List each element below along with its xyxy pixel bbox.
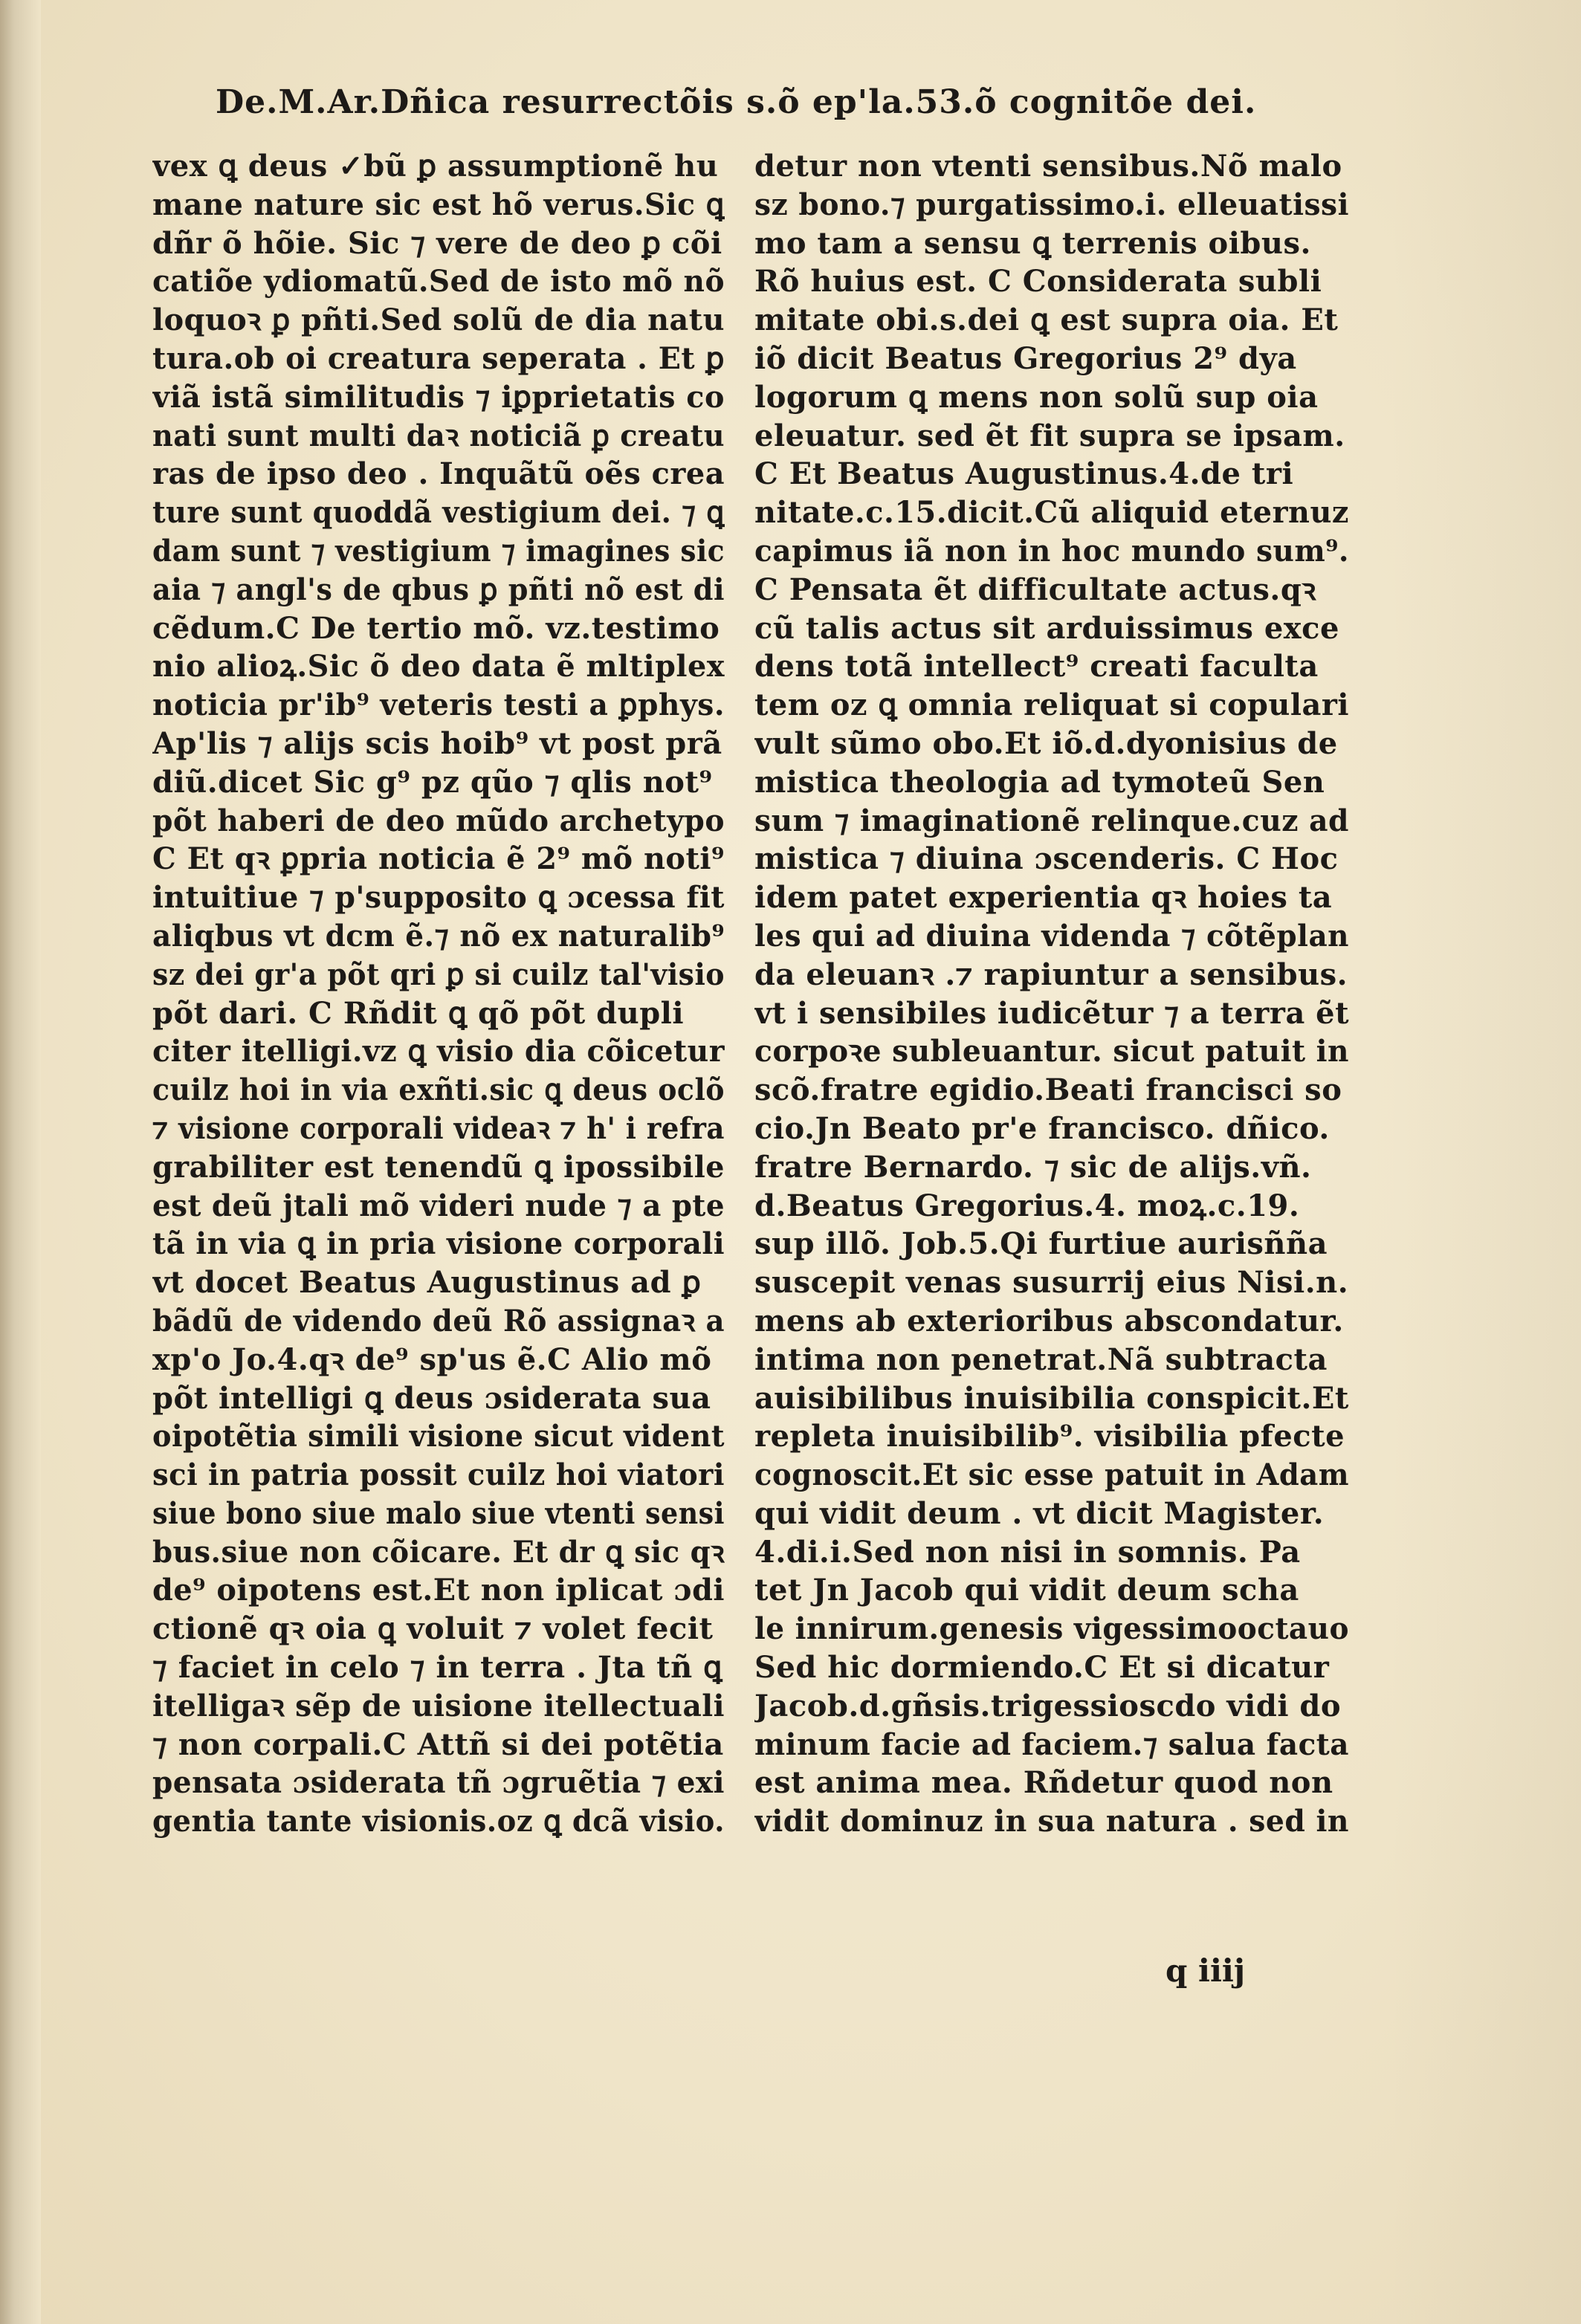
text-line: logorum ꝗ mens non solũ sup oia	[754, 379, 1319, 415]
text-line: sum ⁊ imaginationẽ relinque.cuz ad	[754, 803, 1349, 838]
text-line: repleta inuisibilib⁹. visibilia pfecte	[754, 1419, 1345, 1454]
text-line: d.Beatus Gregorius.4. moꝝ.c.19.	[754, 1188, 1300, 1223]
text-line: pensata ɔsiderata tñ ɔgruẽtia ⁊ exi	[152, 1765, 725, 1801]
text-line: de⁹ oipotens est.Et non iplicat ɔdi	[152, 1573, 725, 1608]
text-line: gentia tante visionis.oz ꝗ dcã visio.	[152, 1804, 725, 1839]
text-line: loquoꝛ ꝑ pñti.Sed solũ de dia natu	[152, 302, 725, 338]
page-gutter-shadow	[0, 0, 41, 2324]
text-line: mo tam a sensu ꝗ terrenis oibus.	[754, 225, 1311, 261]
left-text-column	[152, 147, 725, 1990]
text-line: Jacob.d.gñsis.trigessioscdo vidi do	[754, 1688, 1342, 1723]
text-line: minum facie ad faciem.⁊ salua facta	[754, 1726, 1349, 1762]
text-line: qui vidit deum . vt dicit Magister.	[754, 1495, 1325, 1531]
text-line: aia ⁊ angl's de qbus ꝑ pñti nõ est di	[152, 572, 725, 607]
text-line: cuilz hoi in via exñti.sic ꝗ deus oclõ	[152, 1072, 725, 1108]
text-line: põt intelligi ꝗ deus ɔsiderata sua	[152, 1380, 711, 1416]
text-line: mitate obi.s.dei ꝗ est supra oia. Et	[754, 302, 1339, 338]
text-line: bãdũ de videndo deũ Rõ assignaꝛ a	[152, 1303, 725, 1339]
text-line: iõ dicit Beatus Gregorius 2⁹ dya	[754, 340, 1297, 376]
text-line: catiõe ydiomatũ.Sed de isto mõ nõ	[152, 264, 725, 300]
text-line: noticia pr'ib⁹ veteris testi a ꝑphys.	[152, 687, 725, 723]
text-line: C Et Beatus Augustinus.4.de tri	[754, 456, 1294, 492]
text-line: vult sũmo obo.Et iõ.d.dyonisius de	[754, 725, 1338, 761]
text-line: corpoꝛe subleuantur. sicut patuit in	[754, 1034, 1349, 1069]
text-line: vt docet Beatus Augustinus ad ꝑ	[152, 1265, 702, 1301]
text-line: ⁊ faciet in celo ⁊ in terra . Jta tñ ꝗ	[152, 1650, 723, 1686]
text-line: tã in via ꝗ in pria visione corporali	[152, 1226, 725, 1262]
text-line: dam sunt ⁊ vestigium ⁊ imagines sic	[152, 533, 725, 569]
text-line: oipotẽtia simili visione sicut vident	[152, 1419, 725, 1454]
text-line: tem oz ꝗ omnia reliquat si copulari	[754, 687, 1349, 723]
text-line: fratre Bernardo. ⁊ sic de alijs.vñ.	[754, 1149, 1312, 1185]
running-header: De.M.Ar.Dñica resurrectõis s.õ ep'la.53.õ cognitõe dei.	[216, 83, 1257, 121]
text-line: est anima mea. Rñdetur quod non	[754, 1765, 1333, 1801]
text-line: põt haberi de deo mũdo archetypo	[152, 803, 725, 838]
text-line: xp'o Jo.4.qꝛ de⁹ sp'us ẽ.C Alio mõ	[152, 1341, 712, 1377]
text-line: vex ꝗ deus ✓bũ ꝑ assumptionẽ hu	[152, 149, 719, 184]
text-line: da eleuanꝛ .⁊ rapiuntur a sensibus.	[754, 957, 1348, 992]
text-line: tura.ob oi creatura seperata . Et ꝑ	[152, 340, 725, 376]
text-line: sci in patria possit cuilz hoi viatori	[152, 1457, 725, 1493]
text-line: grabiliter est tenendũ ꝗ ipossibile	[152, 1149, 725, 1185]
text-line: ras de ipso deo . Inquãtũ oẽs crea	[152, 456, 725, 492]
text-line: suscepit venas susurrij eius Nisi.n.	[754, 1265, 1349, 1301]
text-line: mane nature sic est hõ verus.Sic ꝗ	[152, 187, 725, 222]
text-line: eleuatur. sed ẽt fit supra se ipsam.	[754, 418, 1345, 453]
text-line: sup illõ. Job.5.Qi furtiue aurisñña	[754, 1226, 1328, 1262]
text-line: mistica ⁊ diuina ɔscenderis. C Hoc	[754, 841, 1339, 877]
text-line: sz dei gr'a põt qri ꝑ si cuilz tal'visio	[152, 957, 725, 992]
text-line: idem patet experientia qꝛ hoies ta	[754, 880, 1333, 916]
text-line: cio.Jn Beato pr'e francisco. dñico.	[754, 1110, 1330, 1146]
text-line: cognoscit.Et sic esse patuit in Adam	[754, 1457, 1349, 1493]
text-line: aliqbus vt dcm ẽ.⁊ nõ ex naturalib⁹	[152, 918, 725, 954]
text-line: siue bono siue malo siue vtenti sensi	[152, 1495, 725, 1531]
text-line: viã istã similitudis ⁊ iꝑprietatis co	[152, 379, 725, 415]
text-line: ture sunt quoddã vestigium dei. ⁊ ꝗ	[152, 495, 725, 531]
text-line: diũ.dicet Sic g⁹ pz qũo ⁊ qlis not⁹	[152, 764, 713, 800]
text-line: dñr õ hõie. Sic ⁊ vere de deo ꝑ cõi	[152, 225, 722, 261]
text-line: C Pensata ẽt difficultate actus.qꝛ	[754, 572, 1316, 607]
text-line: bus.siue non cõicare. Et dr ꝗ sic qꝛ	[152, 1534, 725, 1570]
text-line: cũ talis actus sit arduissimus exce	[754, 610, 1339, 646]
text-line: intima non penetrat.Nã subtracta	[754, 1341, 1328, 1377]
text-line: ⁊ visione corporali videaꝛ ⁊ h' i refra	[152, 1110, 725, 1146]
text-line: Sed hic dormiendo.C Et si dicatur	[754, 1650, 1330, 1686]
text-line: les qui ad diuina videnda ⁊ cõtẽplan	[754, 918, 1349, 954]
text-line: vt i sensibiles iudicẽtur ⁊ a terra ẽt	[754, 995, 1349, 1031]
text-line: sz bono.⁊ purgatissimo.i. elleuatissi	[754, 187, 1349, 222]
text-line: nitate.c.15.dicit.Cũ aliquid eternuz	[754, 495, 1349, 531]
text-line: cẽdum.C De tertio mõ. vz.testimo	[152, 610, 720, 646]
page-edge-tone	[1388, 0, 1581, 2324]
text-line: tet Jn Jacob qui vidit deum scha	[754, 1573, 1299, 1608]
text-line: nio alioꝝ.Sic õ deo data ẽ mltiplex	[152, 649, 725, 684]
text-line: itelligaꝛ sẽp de uisione itellectuali	[152, 1688, 725, 1723]
text-line: ⁊ non corpali.C Attñ si dei potẽtia	[152, 1726, 724, 1762]
right-text-column	[754, 147, 1349, 1990]
text-line: ctionẽ qꝛ oia ꝗ voluit ⁊ volet fecit	[152, 1611, 714, 1647]
text-line: scõ.fratre egidio.Beati francisci so	[754, 1072, 1342, 1108]
text-line: est deũ jtali mõ videri nude ⁊ a pte	[152, 1188, 725, 1223]
text-line: citer itelligi.vz ꝗ visio dia cõicetur	[152, 1034, 725, 1069]
text-line: põt dari. C Rñdit ꝗ qõ põt dupli	[152, 995, 685, 1031]
text-line: auisibilibus inuisibilia conspicit.Et	[754, 1380, 1349, 1416]
text-line: le innirum.genesis vigessimooctauo	[754, 1611, 1349, 1647]
text-line: nati sunt multi daꝛ noticiã ꝑ creatu	[152, 418, 725, 453]
text-line: 4.di.i.Sed non nisi in somnis. Pa	[754, 1534, 1301, 1570]
text-line: Rõ huius est. C Considerata subli	[754, 264, 1322, 300]
signature-mark: q iiij	[1165, 1952, 1246, 1989]
text-line: dens totã intellect⁹ creati faculta	[754, 649, 1319, 684]
text-line: mens ab exterioribus abscondatur.	[754, 1303, 1344, 1339]
text-line: Ap'lis ⁊ alijs scis hoib⁹ vt post prã	[152, 725, 722, 761]
text-line: C Et qꝛ ꝑpria noticia ẽ 2⁹ mõ noti⁹	[152, 841, 725, 877]
text-line: intuitiue ⁊ p'supposito ꝗ ɔcessa fit	[152, 880, 725, 916]
text-line: mistica theologia ad tymoteũ Sen	[754, 764, 1325, 800]
text-line: capimus iã non in hoc mundo sum⁹.	[754, 533, 1349, 569]
text-line: vidit dominuz in sua natura . sed in	[754, 1804, 1349, 1839]
text-line: detur non vtenti sensibus.Nõ malo	[754, 149, 1342, 184]
